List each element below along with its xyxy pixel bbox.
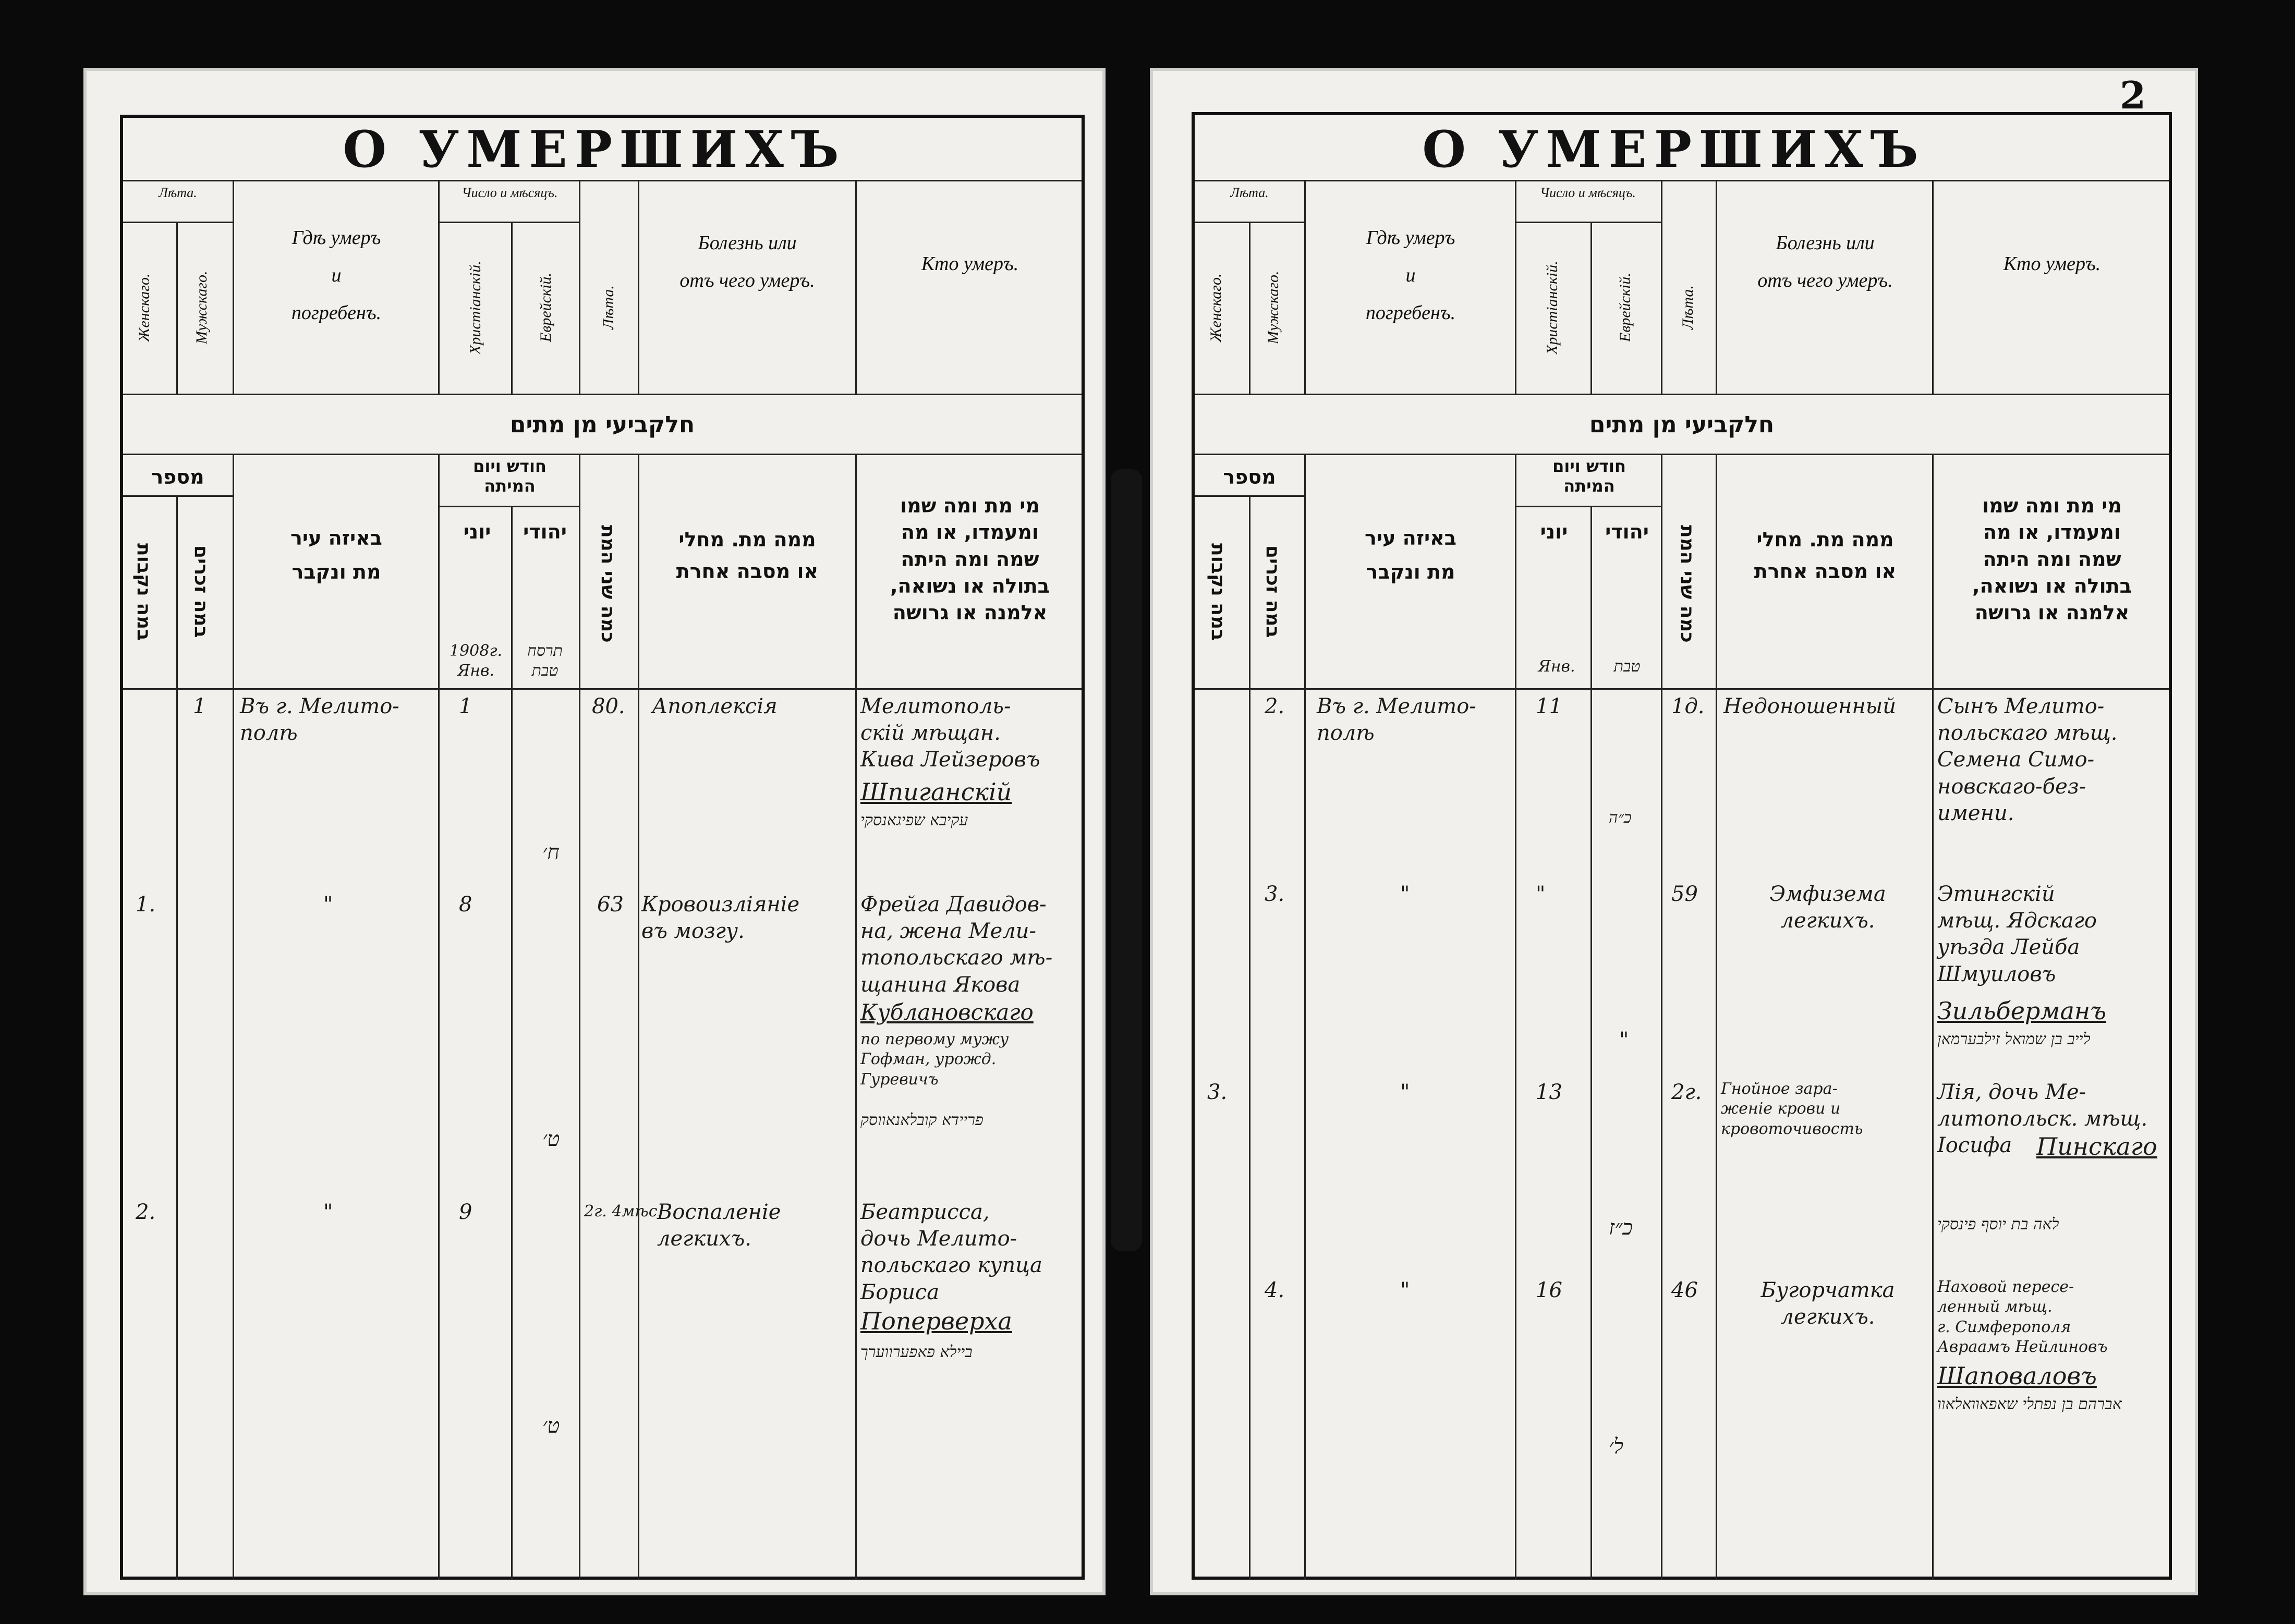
entry-2-christian: 8: [459, 893, 472, 917]
hebrew-number: מספר: [151, 466, 204, 489]
header-christian: Христіанскій.: [467, 261, 484, 355]
hebrew-civil: יוני: [463, 520, 491, 543]
r-entry-3-surname: Пинскаго: [2036, 1132, 2157, 1161]
hebrew-age: כמה שני המת: [597, 525, 618, 643]
entry-1-surname: Шпиганскій: [860, 778, 1012, 806]
entry-1-who: Мелитополь- скій мѣщан. Кива Лейзеровъ: [860, 694, 1040, 772]
r-entry-3-who: Лія, дочь Ме- литопольск. мѣщ. Іосифа: [1937, 1080, 2148, 1158]
entry-2-who: Фрейга Давидов- на, жена Мели- топольскаго мѣ- щанина Якова: [860, 893, 1053, 997]
r-entry-3-where: ": [1400, 1080, 1410, 1104]
entry-1-age: 80.: [592, 694, 625, 718]
r-hebrew-number: מספר: [1223, 466, 1276, 489]
r-entry-2-surname: Зильберманъ: [1937, 997, 2106, 1025]
r-hebrew-female: במה נקבות: [1207, 543, 1229, 641]
hebrew-where: באיזה עיר מת ונקבר: [290, 527, 382, 583]
left-page-title: О УМЕРШИХЪ: [343, 120, 846, 179]
entry-2-age: 63: [597, 893, 624, 917]
r-header-who: Кто умеръ.: [2003, 253, 2101, 275]
r-entry-2-illness: Эмфизема легкихъ.: [1769, 882, 1886, 933]
r-entry-4-where: ": [1400, 1278, 1410, 1302]
entry-1-christian: 1: [459, 694, 472, 718]
entry-3-female: 2.: [136, 1200, 156, 1224]
r-entry-2-christian: ": [1536, 882, 1546, 906]
r-hebrew-civil: יוני: [1540, 520, 1568, 543]
r-header-age: Лѣта.: [1679, 285, 1696, 330]
r-entry-1-where: Въ г. Мелито- полѣ: [1317, 694, 1476, 746]
r-hebrew-where: באיזה עיר מת ונקבר: [1365, 527, 1456, 583]
r-header-where: Гдѣ умеръ и погребенъ.: [1365, 227, 1456, 324]
r-entry-4-illness: Бугорчатка легкихъ.: [1760, 1278, 1895, 1329]
entry-2-where: ": [323, 893, 333, 917]
r-entry-3-hebrew-name: לאה בת יוסף פינסקי: [1937, 1215, 2059, 1234]
r-hebrew-illness: ממה מת. מחלי או מסבה אחרת: [1754, 528, 1897, 583]
r-entry-2-hebrew-name: לייב בן שמואל זילבערמאן: [1937, 1030, 2091, 1048]
r-entry-1-christian: 11: [1536, 694, 1562, 718]
r-entry-2-jewish: ": [1619, 1028, 1629, 1052]
r-entry-4-surname: Шаповаловъ: [1937, 1362, 2097, 1390]
r-entry-4-jewish: ל׳: [1609, 1435, 1623, 1459]
binding-gutter: [1111, 469, 1142, 1251]
r-hebrew-age: כמה שני המת: [1677, 525, 1698, 643]
r-header-years: Лѣта.: [1230, 185, 1269, 200]
entry-3-jewish: ט׳: [542, 1127, 560, 1151]
r-hebrew-jewish: יהודי: [1605, 520, 1649, 543]
r-entry-4-who: Наховой пересе- ленный мѣщ. г. Симферополя Авраамъ Нейлиновъ: [1937, 1278, 2108, 1357]
entry-3-surname: Поперверха: [860, 1307, 1012, 1335]
r-entry-4-age: 46: [1671, 1278, 1698, 1302]
header-illness: Болезнь или отъ чего умеръ.: [679, 232, 815, 292]
entry-2-jewish: ח׳: [542, 840, 560, 864]
entry-1-male: 1: [193, 694, 207, 718]
hebrew-who: מי מת ומה שמו ומעמדו, או מה שמה ומה היתה בתולה או נשואה, אלמנה או גרושה: [890, 494, 1050, 625]
header-age: Лѣта.: [600, 285, 617, 330]
entry-3-christian: 9: [459, 1200, 472, 1224]
entry-2-female: 1.: [136, 893, 156, 917]
r-hebrew-who: מי מת ומה שמו ומעמדו, או מה שמה ומה היתה בתולה או נשואה, אלמנה או גרושה: [1972, 494, 2132, 625]
header-who: Кто умеръ.: [921, 253, 1019, 275]
r-entry-4-hebrew-name: אברהם בן נפתלי שאפאוואלאוו: [1937, 1395, 2122, 1413]
r-header-date: Число и мѣсяцъ.: [1540, 185, 1636, 200]
entry-3-hebrew-name: ביילא פאפערווערך: [860, 1343, 973, 1361]
r-hebrew-date: חודש ויום המיתה: [1552, 456, 1626, 496]
header-female: Женскаго.: [136, 273, 153, 342]
entry-1-hebrew-name: עקיבא שפיגאנסקי: [860, 811, 968, 829]
r-entry-3-female: 3.: [1207, 1080, 1228, 1104]
r-entry-3-age: 2г.: [1671, 1080, 1702, 1104]
hebrew-female: במה נקבות: [133, 543, 154, 641]
r-entry-1-jewish: כ״ה: [1609, 809, 1632, 827]
r-header-christian: Христіанскій.: [1544, 261, 1561, 355]
entry-3-illness: Воспаленіе легкихъ.: [657, 1200, 781, 1251]
jewish-year-note: תרסח טבת: [527, 642, 563, 680]
hebrew-jewish: יהודי: [523, 520, 567, 543]
right-page-title: О УМЕРШИХЪ: [1422, 120, 1926, 179]
entry-3-jewish-mark: ט׳: [542, 1414, 560, 1438]
r-entry-4-male: 4.: [1265, 1278, 1285, 1302]
r-entry-3-christian: 13: [1536, 1080, 1562, 1104]
hebrew-date: חודש ויום המיתה: [473, 456, 547, 496]
left-page: [83, 68, 1106, 1595]
page-number: 2: [2120, 73, 2146, 117]
entry-3-where: ": [323, 1200, 333, 1224]
r-entry-3-illness: Гнойное зара- женіе крови и кровоточивость: [1721, 1080, 1863, 1138]
entry-1-illness: Апоплексія: [652, 694, 778, 718]
hebrew-illness: ממה מת. מחלי או מסבה אחרת: [676, 528, 819, 583]
hebrew-section-title: חלקביעי מן מתים: [509, 411, 695, 438]
r-year-note: Янв.: [1538, 657, 1575, 676]
r-entry-2-where: ": [1400, 882, 1410, 906]
r-entry-2-who: Этингскій мѣщ. Ядскаго уѣзда Лейба Шмуиловъ: [1937, 882, 2097, 986]
r-header-illness: Болезнь или отъ чего умеръ.: [1757, 232, 1893, 292]
r-jewish-year-note: טבת: [1613, 657, 1641, 676]
header-where: Гдѣ умеръ и погребенъ.: [291, 227, 382, 324]
header-date: Число и мѣсяцъ.: [462, 185, 558, 200]
entry-1-where: Въ г. Мелито- полѣ: [240, 694, 399, 746]
r-entry-3-jewish: כ״ז: [1609, 1216, 1633, 1240]
year-note: 1908г. Янв.: [449, 642, 503, 680]
r-entry-1-male: 2.: [1265, 694, 1285, 718]
hebrew-male: במה זכרים: [190, 545, 212, 638]
r-entry-2-male: 3.: [1265, 882, 1285, 906]
r-entry-4-christian: 16: [1536, 1278, 1562, 1302]
r-entry-2-age: 59: [1671, 882, 1698, 906]
entry-2-surname: Кублановскаго: [860, 999, 1034, 1025]
entry-2-hebrew-name: פריידא קובלאנאווסק: [860, 1111, 983, 1129]
r-entry-1-age: 1д.: [1671, 694, 1705, 718]
r-hebrew-section-title: חלקביעי מן מתים: [1589, 411, 1775, 438]
entry-2-who-extra: по первому мужу Гофман, урожд. Гуревичъ: [860, 1030, 1009, 1089]
right-page: [1150, 68, 2198, 1595]
r-header-female: Женскаго.: [1207, 273, 1224, 342]
entry-3-who: Беатрисса, дочь Мелито- польскаго купца Бориса: [860, 1200, 1042, 1304]
header-years: Лѣта.: [159, 185, 197, 200]
entry-3-age: 2г. 4мѣс.: [584, 1202, 663, 1220]
r-header-male: Мужскаго.: [1265, 271, 1282, 345]
r-header-jewish: Еврейскій.: [1617, 273, 1634, 343]
header-jewish: Еврейскій.: [537, 273, 554, 343]
r-hebrew-male: במה זכרים: [1262, 545, 1283, 638]
r-entry-1-illness: Недоношенный: [1723, 694, 1897, 718]
header-male: Мужскаго.: [193, 271, 210, 345]
entry-2-illness: Кровоизліяніе въ мозгу.: [641, 893, 800, 944]
r-entry-1-who: Сынъ Мелито- польскаго мѣщ. Семена Симо- новскаго-без- имени.: [1937, 694, 2118, 825]
